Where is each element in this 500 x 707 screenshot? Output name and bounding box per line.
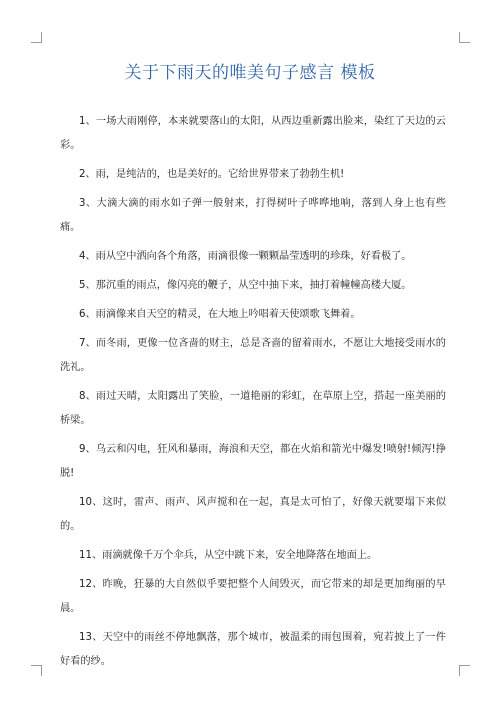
paragraph-11: 11、雨滴就像千万个伞兵，从空中跳下来，安全地降落在地面上。 <box>79 550 378 561</box>
paragraph-5: 5、那沉重的雨点，像闪亮的鞭子，从空中抽下来，抽打着幢幢高楼大厦。 <box>79 280 412 291</box>
paragraph-6: 6、雨滴像来自天空的精灵，在大地上吟唱着天使颂歌飞舞着。 <box>79 309 361 320</box>
paragraph-13: 13、天空中的雨丝不停地飘落，那个城市，被温柔的雨包围着，宛若披上了一件好看的纱。 <box>60 632 446 667</box>
paragraph-8: 8、雨过天晴，太阳露出了笑脸，一道艳丽的彩虹，在草原上空，搭起一座美丽的桥梁。 <box>60 391 446 426</box>
corner-mark-bottom-right <box>459 665 470 676</box>
paragraph-4: 4、雨从空中洒向各个角落，雨滴很像一颗颗晶莹透明的珍珠，好看极了。 <box>79 251 412 262</box>
paragraph-12: 12、昨晚，狂暴的大自然似乎要把整个人间毁灭，而它带来的却是更加绚丽的早晨。 <box>60 579 446 614</box>
document-body <box>60 110 446 679</box>
paragraph-1: 1、一场大雨刚停，本来就要落山的太阳，从西边重新露出脸来，染红了天边的云彩。 <box>60 116 446 151</box>
corner-mark-top-right <box>459 32 470 43</box>
corner-mark-top-left <box>31 32 42 43</box>
paragraph-7: 7、而冬雨，更像一位吝啬的财主，总是吝啬的留着雨水，不愿让大地接受雨水的洗礼。 <box>60 338 446 373</box>
paragraph-3: 3、大滴大滴的雨水如子弹一般射来，打得树叶子哗哗地响，落到人身上也有些痛。 <box>60 198 446 233</box>
corner-mark-bottom-left <box>31 665 42 676</box>
paragraph-10: 10、这时，雷声、雨声、风声搅和在一起，真是太可怕了，好像天就要塌下来似的。 <box>60 497 446 532</box>
paragraph-9: 9、乌云和闪电，狂风和暴雨，海浪和天空，都在火焰和箭光中爆发!喷射!倾泻!挣脱! <box>60 444 446 479</box>
paragraph-2: 2、雨，是纯洁的，也是美好的。它给世界带来了勃勃生机! <box>79 169 345 180</box>
document-title: 关于下雨天的唯美句子感言 模板 <box>124 63 376 83</box>
